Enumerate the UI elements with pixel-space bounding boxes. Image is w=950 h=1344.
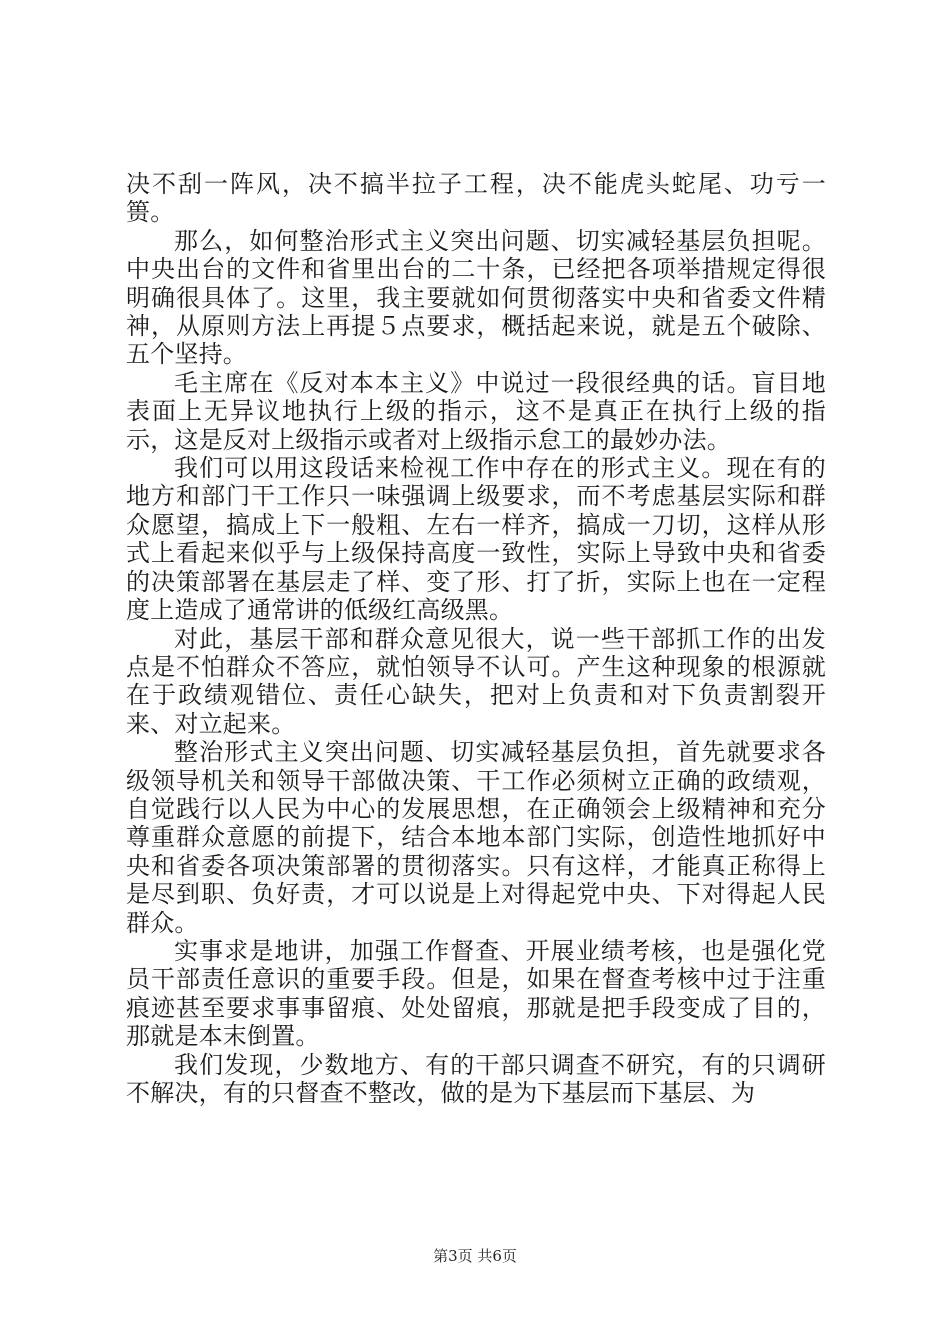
page-number-footer: 第3页 共6页 [433,1247,517,1265]
paragraph-continuation: 决不刮一阵风，决不搞半拉子工程，决不能虎头蛇尾、功亏一篑。 [126,170,826,227]
paragraph: 整治形式主义突出问题、切实减轻基层负担，首先就要求各级领导机关和领导干部做决策、干工作必须树立正确的政绩观，自觉践行以人民为中心的发展思想，在正确领会上级精神和充分尊重群众意愿的前提下，结合本地本部门实际，创造性地抓好中央和省委各项决策部署的贯彻落实。只有这样，才能真正称得上是尽到职、负好责，才可以说是上对得起党中央、下对得起人民群众。 [126,738,826,937]
paragraph: 我们发现，少数地方、有的干部只调查不研究，有的只调研不解决，有的只督查不整改，做的是为下基层而下基层、为 [126,1050,826,1107]
paragraph: 我们可以用这段话来检视工作中存在的形式主义。现在有的地方和部门干工作只一味强调上级要求，而不考虑基层实际和群众愿望，搞成上下一般粗、左右一样齐，搞成一刀切，这样从形式上看起来似乎与上级保持高度一致性，实际上导致中央和省委的决策部署在基层走了样、变了形、打了折，实际上也在一定程度上造成了通常讲的低级红高级黑。 [126,454,826,625]
body-text [126,170,826,1107]
paragraph: 实事求是地讲，加强工作督查、开展业绩考核，也是强化党员干部责任意识的重要手段。但是，如果在督查考核中过于注重痕迹甚至要求事事留痕、处处留痕，那就是把手段变成了目的，那就是本末倒置。 [126,936,826,1051]
paragraph: 那么，如何整治形式主义突出问题、切实减轻基层负担呢。中央出台的文件和省里出台的二十条，已经把各项举措规定得很明确很具体了。这里，我主要就如何贯彻落实中央和省委文件精神，从原则方法上再提５点要求，概括起来说，就是五个破除、五个坚持。 [126,226,826,369]
paragraph: 毛主席在《反对本本主义》中说过一段很经典的话。盲目地表面上无异议地执行上级的指示，这不是真正在执行上级的指示，这是反对上级指示或者对上级指示怠工的最妙办法。 [126,368,826,454]
paragraph: 对此，基层干部和群众意见很大，说一些干部抓工作的出发点是不怕群众不答应，就怕领导不认可。产生这种现象的根源就在于政绩观错位、责任心缺失，把对上负责和对下负责割裂开来、对立起来。 [126,624,826,738]
